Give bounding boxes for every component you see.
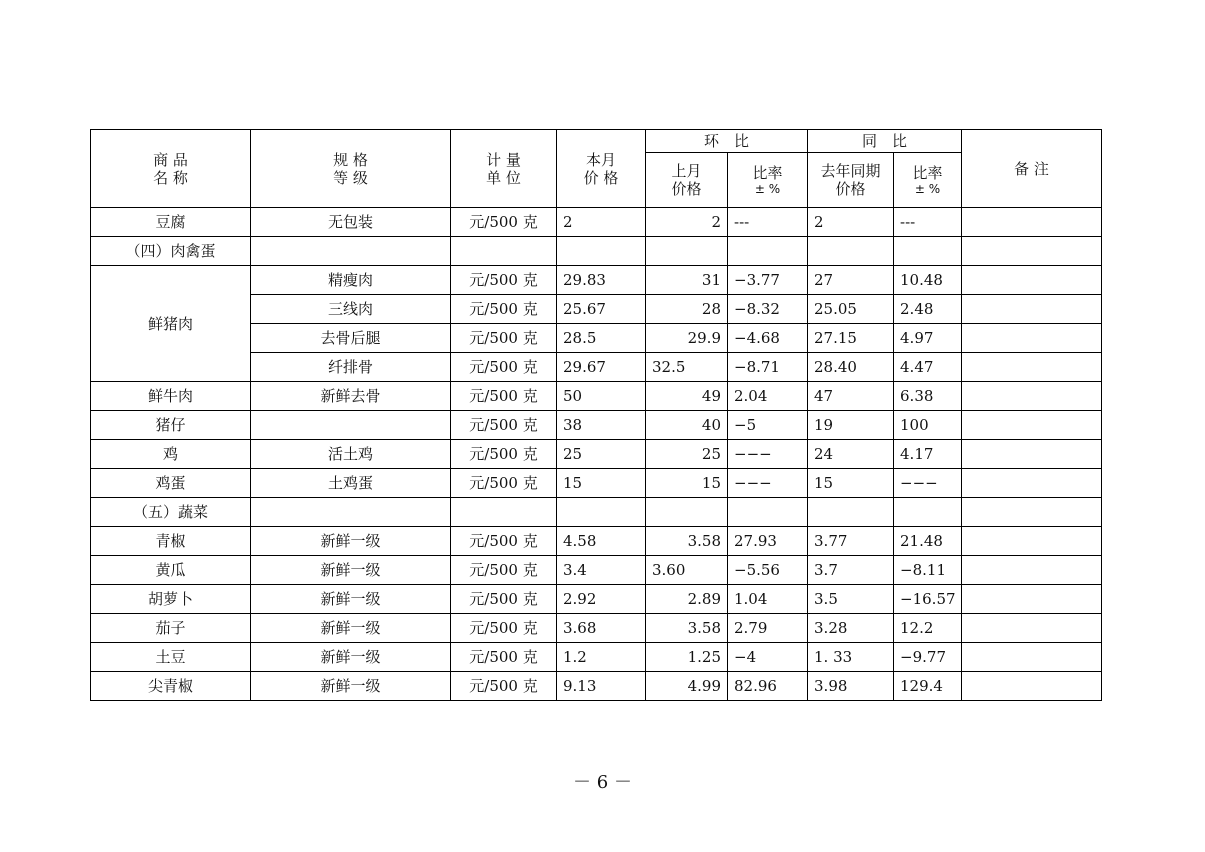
section-row — [91, 498, 1102, 527]
cell-last-month: 49 — [646, 382, 728, 411]
cell-yoy-rate: 4.47 — [894, 353, 962, 382]
cell-price: 50 — [557, 382, 646, 411]
header-remark: 备 注 — [962, 130, 1102, 208]
cell-empty — [451, 498, 557, 527]
cell-last-month: 2.89 — [646, 585, 728, 614]
cell-spec: 新鲜去骨 — [251, 382, 451, 411]
cell-unit: 元/500 克 — [451, 324, 557, 353]
cell-price: 2 — [557, 208, 646, 237]
cell-empty — [728, 237, 808, 266]
cell-last-year: 1. 33 — [808, 643, 894, 672]
header-this-month — [557, 130, 646, 208]
table-row — [91, 556, 1102, 585]
cell-spec: 新鲜一级 — [251, 556, 451, 585]
cell-spec: 活土鸡 — [251, 440, 451, 469]
cell-empty — [962, 498, 1102, 527]
cell-mom-rate: 2.79 — [728, 614, 808, 643]
table-row — [91, 266, 1102, 295]
cell-mom-rate: −−− — [728, 440, 808, 469]
header-spec-line1: 规 格 — [333, 150, 368, 169]
cell-remark — [962, 556, 1102, 585]
cell-last-month: 3.58 — [646, 527, 728, 556]
header-unit — [451, 130, 557, 208]
cell-remark — [962, 527, 1102, 556]
cell-price: 29.67 — [557, 353, 646, 382]
cell-last-year: 28.40 — [808, 353, 894, 382]
cell-mom-rate: −8.32 — [728, 295, 808, 324]
cell-name: 青椒 — [91, 527, 251, 556]
cell-remark — [962, 411, 1102, 440]
cell-price: 1.2 — [557, 643, 646, 672]
cell-last-year: 2 — [808, 208, 894, 237]
header-last-year-line2: 价格 — [835, 180, 866, 198]
header-last-month — [646, 153, 728, 208]
cell-yoy-rate: 21.48 — [894, 527, 962, 556]
cell-last-year: 3.98 — [808, 672, 894, 701]
table-row — [91, 643, 1102, 672]
cell-yoy-rate: 100 — [894, 411, 962, 440]
header-last-month-line1: 上月 — [671, 162, 702, 180]
cell-remark — [962, 614, 1102, 643]
table-row — [91, 585, 1102, 614]
cell-mom-rate: −−− — [728, 469, 808, 498]
cell-yoy-rate: 4.17 — [894, 440, 962, 469]
cell-last-year: 27 — [808, 266, 894, 295]
header-yoy-rate-line1: 比率 — [912, 163, 943, 182]
cell-last-year: 3.28 — [808, 614, 894, 643]
cell-mom-rate: 1.04 — [728, 585, 808, 614]
cell-unit: 元/500 克 — [451, 382, 557, 411]
cell-unit: 元/500 克 — [451, 208, 557, 237]
header-mom-group: 环 比 — [646, 130, 808, 153]
cell-unit: 元/500 克 — [451, 266, 557, 295]
cell-last-year: 25.05 — [808, 295, 894, 324]
cell-price: 15 — [557, 469, 646, 498]
cell-last-month: 4.99 — [646, 672, 728, 701]
cell-price: 25.67 — [557, 295, 646, 324]
header-spec — [251, 130, 451, 208]
cell-price: 4.58 — [557, 527, 646, 556]
cell-last-month: 25 — [646, 440, 728, 469]
cell-yoy-rate: −8.11 — [894, 556, 962, 585]
header-mom-rate-line2: ± % — [754, 181, 781, 196]
cell-name: 鸡蛋 — [91, 469, 251, 498]
header-this-month-line1: 本月 — [585, 150, 616, 169]
cell-remark — [962, 643, 1102, 672]
cell-unit: 元/500 克 — [451, 469, 557, 498]
table-row — [91, 672, 1102, 701]
table-row — [91, 411, 1102, 440]
cell-spec — [251, 411, 451, 440]
cell-yoy-rate: 2.48 — [894, 295, 962, 324]
cell-unit: 元/500 克 — [451, 440, 557, 469]
cell-mom-rate: 27.93 — [728, 527, 808, 556]
cell-unit: 元/500 克 — [451, 585, 557, 614]
cell-last-year: 47 — [808, 382, 894, 411]
table-row — [91, 382, 1102, 411]
cell-unit: 元/500 克 — [451, 295, 557, 324]
cell-last-year: 3.77 — [808, 527, 894, 556]
cell-remark — [962, 353, 1102, 382]
cell-remark — [962, 208, 1102, 237]
cell-spec: 去骨后腿 — [251, 324, 451, 353]
cell-mom-rate: −3.77 — [728, 266, 808, 295]
cell-remark — [962, 672, 1102, 701]
cell-unit: 元/500 克 — [451, 411, 557, 440]
cell-empty — [894, 237, 962, 266]
cell-mom-rate: −4.68 — [728, 324, 808, 353]
cell-last-month: 2 — [646, 208, 728, 237]
cell-name: 猪仔 — [91, 411, 251, 440]
cell-spec: 新鲜一级 — [251, 614, 451, 643]
header-last-year-line1: 去年同期 — [820, 162, 881, 180]
table-row — [91, 469, 1102, 498]
cell-empty — [646, 498, 728, 527]
section-label: （五）蔬菜 — [91, 498, 251, 527]
cell-remark — [962, 266, 1102, 295]
cell-empty — [808, 498, 894, 527]
cell-name: 茄子 — [91, 614, 251, 643]
cell-name: 豆腐 — [91, 208, 251, 237]
cell-name: 黄瓜 — [91, 556, 251, 585]
cell-name: 土豆 — [91, 643, 251, 672]
cell-last-month: 3.60 — [646, 556, 728, 585]
cell-name: 胡萝卜 — [91, 585, 251, 614]
cell-remark — [962, 585, 1102, 614]
cell-spec: 土鸡蛋 — [251, 469, 451, 498]
header-spec-line2: 等 级 — [333, 168, 368, 187]
cell-yoy-rate: −−− — [894, 469, 962, 498]
cell-empty — [894, 498, 962, 527]
cell-unit: 元/500 克 — [451, 614, 557, 643]
header-last-month-line2: 价格 — [671, 180, 702, 198]
cell-mom-rate: −5.56 — [728, 556, 808, 585]
section-row — [91, 237, 1102, 266]
header-name — [91, 130, 251, 208]
cell-empty — [728, 498, 808, 527]
cell-spec: 新鲜一级 — [251, 672, 451, 701]
cell-spec: 无包装 — [251, 208, 451, 237]
cell-remark — [962, 295, 1102, 324]
section-label: （四）肉禽蛋 — [91, 237, 251, 266]
cell-unit: 元/500 克 — [451, 672, 557, 701]
header-this-month-line2: 价 格 — [583, 168, 619, 187]
cell-empty — [808, 237, 894, 266]
cell-last-year: 3.7 — [808, 556, 894, 585]
cell-remark — [962, 324, 1102, 353]
header-last-year — [808, 153, 894, 208]
cell-mom-rate: --- — [728, 208, 808, 237]
cell-unit: 元/500 克 — [451, 527, 557, 556]
cell-last-year: 19 — [808, 411, 894, 440]
cell-spec: 纤排骨 — [251, 353, 451, 382]
cell-yoy-rate: −9.77 — [894, 643, 962, 672]
cell-mom-rate: 82.96 — [728, 672, 808, 701]
cell-last-year: 15 — [808, 469, 894, 498]
cell-price: 29.83 — [557, 266, 646, 295]
header-mom-rate-line1: 比率 — [752, 163, 783, 182]
price-table — [90, 129, 1102, 701]
cell-spec: 新鲜一级 — [251, 585, 451, 614]
cell-last-month: 31 — [646, 266, 728, 295]
header-yoy-rate-line2: ± % — [914, 181, 941, 196]
cell-yoy-rate: 10.48 — [894, 266, 962, 295]
cell-mom-rate: −5 — [728, 411, 808, 440]
cell-name: 鲜牛肉 — [91, 382, 251, 411]
cell-spec: 新鲜一级 — [251, 643, 451, 672]
cell-mom-rate: −4 — [728, 643, 808, 672]
cell-empty — [557, 498, 646, 527]
cell-yoy-rate: 129.4 — [894, 672, 962, 701]
cell-empty — [251, 498, 451, 527]
cell-spec: 精瘦肉 — [251, 266, 451, 295]
cell-name: 鸡 — [91, 440, 251, 469]
header-unit-line1: 计 量 — [486, 150, 521, 169]
cell-mom-rate: −8.71 — [728, 353, 808, 382]
cell-yoy-rate: −16.57 — [894, 585, 962, 614]
cell-last-month: 40 — [646, 411, 728, 440]
cell-yoy-rate: 12.2 — [894, 614, 962, 643]
cell-last-month: 29.9 — [646, 324, 728, 353]
cell-remark — [962, 469, 1102, 498]
cell-unit: 元/500 克 — [451, 353, 557, 382]
cell-price: 38 — [557, 411, 646, 440]
cell-spec: 三线肉 — [251, 295, 451, 324]
cell-empty — [962, 237, 1102, 266]
cell-last-month: 32.5 — [646, 353, 728, 382]
cell-last-month: 3.58 — [646, 614, 728, 643]
cell-empty — [251, 237, 451, 266]
cell-last-year: 27.15 — [808, 324, 894, 353]
cell-name: 鲜猪肉 — [91, 266, 251, 382]
cell-price: 28.5 — [557, 324, 646, 353]
cell-remark — [962, 382, 1102, 411]
cell-yoy-rate: 4.97 — [894, 324, 962, 353]
header-unit-line2: 单 位 — [486, 168, 521, 187]
cell-yoy-rate: --- — [894, 208, 962, 237]
cell-price: 2.92 — [557, 585, 646, 614]
header-name-line2: 名 称 — [153, 168, 188, 187]
table-row — [91, 614, 1102, 643]
cell-price: 3.4 — [557, 556, 646, 585]
page-number: － 6 － — [573, 772, 632, 793]
cell-price: 25 — [557, 440, 646, 469]
table-row — [91, 440, 1102, 469]
cell-unit: 元/500 克 — [451, 556, 557, 585]
header-yoy-group: 同 比 — [808, 130, 962, 153]
table-row — [91, 527, 1102, 556]
cell-empty — [557, 237, 646, 266]
cell-yoy-rate: 6.38 — [894, 382, 962, 411]
cell-mom-rate: 2.04 — [728, 382, 808, 411]
cell-price: 9.13 — [557, 672, 646, 701]
cell-remark — [962, 440, 1102, 469]
cell-last-month: 1.25 — [646, 643, 728, 672]
cell-last-year: 24 — [808, 440, 894, 469]
cell-last-month: 28 — [646, 295, 728, 324]
header-row-1 — [91, 130, 1102, 153]
cell-unit: 元/500 克 — [451, 643, 557, 672]
cell-name: 尖青椒 — [91, 672, 251, 701]
header-mom-rate — [728, 153, 808, 208]
header-name-line1: 商 品 — [153, 150, 188, 169]
cell-empty — [451, 237, 557, 266]
table-row — [91, 208, 1102, 237]
cell-last-month: 15 — [646, 469, 728, 498]
header-yoy-rate — [894, 153, 962, 208]
cell-last-year: 3.5 — [808, 585, 894, 614]
cell-spec: 新鲜一级 — [251, 527, 451, 556]
cell-empty — [646, 237, 728, 266]
cell-price: 3.68 — [557, 614, 646, 643]
